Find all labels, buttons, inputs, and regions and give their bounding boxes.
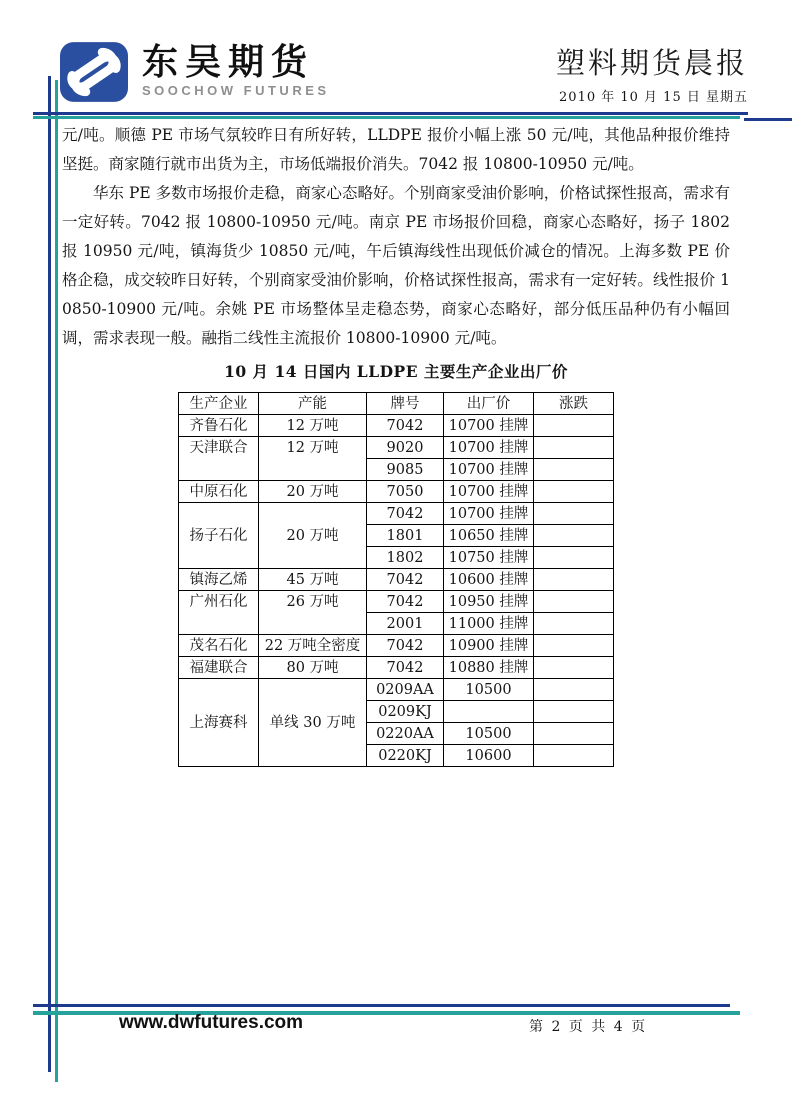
price-cell: 10700 挂牌 [444,415,534,437]
grade-cell: 7042 [367,415,444,437]
page-number: 第 2 页 共 4 页 [529,1019,648,1035]
grade-cell: 7042 [367,503,444,525]
change-cell [534,459,614,481]
change-cell [534,591,614,613]
table-title: 10 月 14 日国内 LLDPE 主要生产企业出厂价 [224,362,568,381]
grade-cell: 0209KJ [367,701,444,723]
price-cell: 10700 挂牌 [444,459,534,481]
header-rule-navy-end [744,118,792,121]
grade-cell: 2001 [367,613,444,635]
header-rule-teal [33,116,740,119]
grade-cell: 7042 [367,657,444,679]
change-cell [534,723,614,745]
change-cell [534,481,614,503]
lldpe-table-header-row [179,393,614,415]
report-title: 塑料期货晨报 [555,46,748,80]
price-cell: 10900 挂牌 [444,635,534,657]
producer-cell: 上海赛科 [179,679,259,767]
table-row [179,679,614,701]
producer-cell: 中原石化 [179,481,259,503]
left-rule-teal [55,80,58,1082]
soochow-logo-icon [60,42,128,102]
producer-cell: 镇海乙烯 [179,569,259,591]
change-cell [534,635,614,657]
grade-cell: 7042 [367,569,444,591]
producer-cell: 广州石化 [179,591,259,635]
price-cell: 10600 [444,745,534,767]
footer-rule-navy [33,1004,730,1007]
column-header: 生产企业 [179,393,259,415]
price-cell: 10700 挂牌 [444,503,534,525]
table-row [179,569,614,591]
grade-cell: 9085 [367,459,444,481]
table-row [179,415,614,437]
capacity-cell: 12 万吨 [259,437,367,481]
capacity-cell: 20 万吨 [259,481,367,503]
grade-cell: 0220AA [367,723,444,745]
price-cell: 10700 挂牌 [444,437,534,459]
column-header: 牌号 [367,393,444,415]
header-rule-navy [33,112,748,115]
change-cell [534,415,614,437]
change-cell [534,525,614,547]
logo-name-en: SOOCHOW FUTURES [142,83,330,98]
logo-name-cn: 东吴期货 [142,41,315,82]
grade-cell: 1801 [367,525,444,547]
grade-cell: 7042 [367,635,444,657]
grade-cell: 9020 [367,437,444,459]
producer-cell: 福建联合 [179,657,259,679]
masthead [556,46,748,105]
price-cell: 10500 [444,679,534,701]
capacity-cell: 26 万吨 [259,591,367,635]
producer-cell: 茂名石化 [179,635,259,657]
grade-cell: 0209AA [367,679,444,701]
market-commentary [62,121,730,767]
grade-cell: 7042 [367,591,444,613]
change-cell [534,547,614,569]
price-cell: 10950 挂牌 [444,591,534,613]
capacity-cell: 22 万吨全密度 [259,635,367,657]
capacity-cell: 45 万吨 [259,569,367,591]
commentary-paragraph: 元/吨。顺德 PE 市场气氛较昨日有所好转，LLDPE 报价小幅上涨 50 元/吨，其他品种报价维持坚挺。商家随行就市出货为主，市场低端报价消失。7042 报 10800-10950 元/吨。 [62,126,730,173]
left-rule-navy [48,76,51,1072]
price-cell: 11000 挂牌 [444,613,534,635]
price-cell [444,701,534,723]
price-cell: 10500 [444,723,534,745]
table-row [179,657,614,679]
change-cell [534,745,614,767]
capacity-cell: 80 万吨 [259,657,367,679]
producer-cell: 齐鲁石化 [179,415,259,437]
producer-cell: 扬子石化 [179,503,259,569]
price-cell: 10880 挂牌 [444,657,534,679]
capacity-cell: 单线 30 万吨 [259,679,367,767]
price-cell: 10700 挂牌 [444,481,534,503]
grade-cell: 1802 [367,547,444,569]
change-cell [534,503,614,525]
report-date: 2010 年 10 月 15 日 星期五 [559,90,748,105]
change-cell [534,569,614,591]
website-link[interactable]: www.dwfutures.com [119,1012,304,1033]
company-logo [60,42,330,102]
column-header: 产能 [259,393,367,415]
change-cell [534,613,614,635]
price-cell: 10750 挂牌 [444,547,534,569]
table-row [179,635,614,657]
price-cell: 10650 挂牌 [444,525,534,547]
column-header: 涨跌 [534,393,614,415]
table-row [179,591,614,613]
table-row [179,503,614,525]
logo-text [142,42,330,98]
column-header: 出厂价 [444,393,534,415]
table-row [179,437,614,459]
capacity-cell: 12 万吨 [259,415,367,437]
commentary-paragraph: 华东 PE 多数市场报价走稳，商家心态略好。个别商家受油价影响，价格试探性报高，需求有一定好转。7042 报 10800-10950 元/吨。南京 PE 市场报价回稳，商家心态略好，扬子 1802 报 10950 元/吨，镇海货少 10850 元/吨，午后镇海线性出现低价减仓的情况。上海多数 PE 价格企稳，成交较昨日好转，个别商家受油价影响，价格试探性报高，需求有一定好转。线性报价 10850-10900 元/吨。余姚 PE 市场整体呈走稳态势，商家心态略好，部分低压品种仍有小幅回调，需求表现一般。融指二线性主流报价 10800-10900 元/吨。 [62,184,730,347]
change-cell [534,701,614,723]
grade-cell: 0220KJ [367,745,444,767]
producer-cell: 天津联合 [179,437,259,481]
change-cell [534,437,614,459]
lldpe-price-table [178,392,614,767]
price-cell: 10600 挂牌 [444,569,534,591]
capacity-cell: 20 万吨 [259,503,367,569]
change-cell [534,679,614,701]
table-row [179,481,614,503]
grade-cell: 7050 [367,481,444,503]
change-cell [534,657,614,679]
